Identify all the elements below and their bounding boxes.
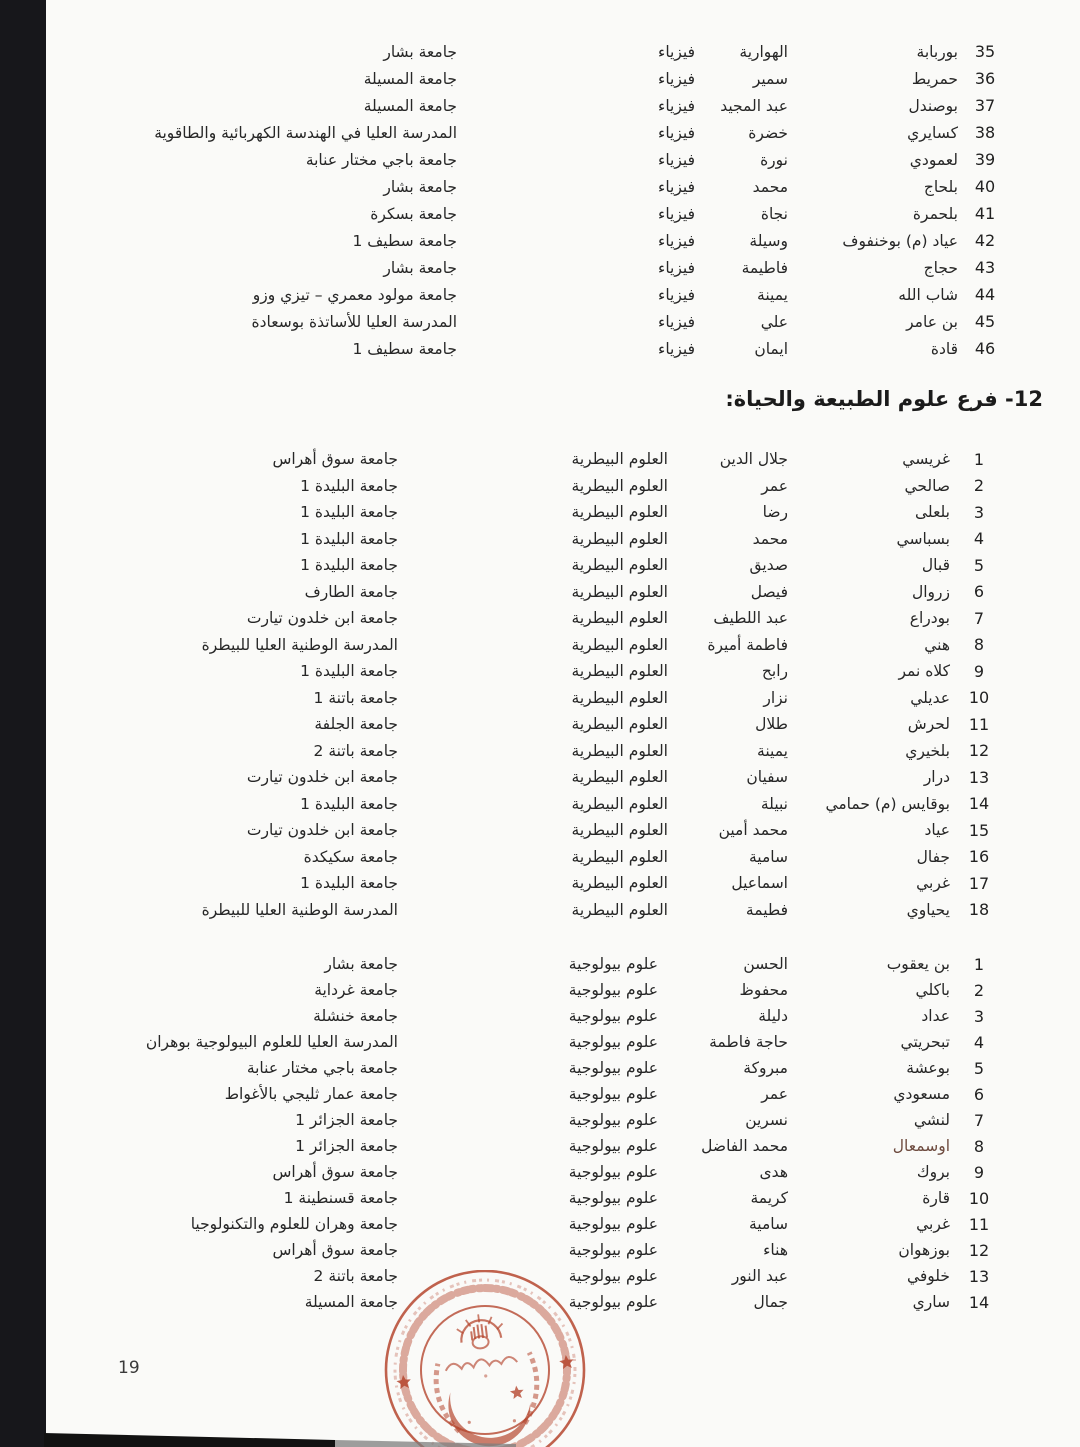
table-row — [0, 173, 1080, 200]
institution-cell: جامعة سطيف 1 — [352, 339, 457, 358]
table-row — [0, 711, 1080, 738]
specialty-cell: العلوم البيطرية — [571, 794, 668, 813]
row-number: 1 — [973, 449, 985, 469]
table-row — [0, 1237, 1080, 1263]
first-name-cell: سفيان — [746, 768, 788, 787]
table-row — [0, 446, 1080, 473]
surname-cell: باكلي — [915, 981, 950, 999]
institution-cell: جامعة باجي مختار عنابة — [246, 1059, 398, 1077]
row-number: 12 — [968, 1240, 990, 1260]
specialty-cell: فيزياء — [658, 42, 695, 61]
surname-cell: بوربابة — [916, 42, 958, 61]
row-number: 4 — [973, 1032, 985, 1052]
institution-cell: جامعة البليدة 1 — [300, 529, 398, 548]
institution-cell: جامعة المسيلة — [363, 69, 457, 88]
surname-cell: بلعلى — [915, 503, 950, 522]
specialty-cell: فيزياء — [658, 204, 695, 223]
specialty-cell: علوم بيولوجية — [568, 1033, 658, 1051]
first-name-cell: عبد المجيد — [720, 96, 788, 115]
institution-cell: المدرسة العليا في الهندسة الكهربائية والطاقوية — [154, 123, 457, 142]
table-row — [0, 977, 1080, 1003]
table-row — [0, 1003, 1080, 1029]
institution-cell: المدرسة الوطنية العليا للبيطرة — [201, 900, 398, 919]
specialty-cell: علوم بيولوجية — [568, 1059, 658, 1077]
specialty-cell: فيزياء — [658, 312, 695, 331]
table-row — [0, 605, 1080, 632]
specialty-cell: العلوم البيطرية — [571, 741, 668, 760]
institution-cell: المدرسة العليا للعلوم البيولوجية بوهران — [145, 1033, 398, 1051]
table-row — [0, 146, 1080, 173]
surname-cell: شاب الله — [898, 285, 958, 304]
surname-cell: لحرش — [907, 715, 950, 734]
specialty-cell: العلوم البيطرية — [571, 821, 668, 840]
first-name-cell: يمينة — [757, 285, 788, 304]
first-name-cell: عمر — [761, 476, 788, 495]
first-name-cell: فاطيمة — [741, 258, 788, 277]
specialty-cell: العلوم البيطرية — [571, 582, 668, 601]
first-name-cell: صديق — [749, 556, 788, 575]
first-name-cell: فطيمة — [745, 900, 788, 919]
first-name-cell: نزار — [763, 688, 788, 707]
row-number: 39 — [974, 150, 996, 169]
surname-cell: جفال — [916, 847, 950, 866]
first-name-cell: سمير — [752, 69, 788, 88]
specialty-cell: فيزياء — [658, 231, 695, 250]
row-number: 42 — [974, 231, 996, 250]
institution-cell: جامعة بشار — [383, 177, 457, 196]
specialty-cell: العلوم البيطرية — [571, 847, 668, 866]
institution-cell: جامعة باتنة 2 — [313, 741, 398, 760]
specialty-cell: العلوم البيطرية — [571, 609, 668, 628]
row-number: 13 — [968, 1266, 990, 1286]
institution-cell: جامعة المسيلة — [363, 96, 457, 115]
surname-cell: بلحمرة — [912, 204, 958, 223]
table-row — [0, 1107, 1080, 1133]
row-number: 13 — [968, 767, 990, 787]
table-row — [0, 632, 1080, 659]
surname-cell: عياد (م) بوخنفوف — [842, 231, 958, 250]
row-number: 18 — [968, 900, 990, 920]
row-number: 1 — [973, 954, 985, 974]
table-row — [0, 200, 1080, 227]
surname-cell: كلاه نمر — [898, 662, 950, 681]
row-number: 44 — [974, 285, 996, 304]
row-number: 46 — [974, 339, 996, 358]
page-number: 19 — [118, 1358, 140, 1378]
institution-cell: جامعة البليدة 1 — [300, 662, 398, 681]
row-number: 9 — [973, 1162, 985, 1182]
surname-cell: قارة — [922, 1189, 950, 1207]
specialty-cell: فيزياء — [658, 285, 695, 304]
institution-cell: جامعة البليدة 1 — [300, 874, 398, 893]
first-name-cell: نسرين — [745, 1111, 788, 1129]
row-number: 5 — [973, 555, 985, 575]
first-name-cell: جمال — [753, 1293, 788, 1311]
specialty-cell: العلوم البيطرية — [571, 503, 668, 522]
institution-cell: جامعة ابن خلدون تيارت — [246, 768, 398, 787]
specialty-cell: العلوم البيطرية — [571, 874, 668, 893]
first-name-cell: عمر — [761, 1085, 788, 1103]
specialty-cell: علوم بيولوجية — [568, 1137, 658, 1155]
first-name-cell: مبروكة — [743, 1059, 788, 1077]
institution-cell: جامعة خنشلة — [313, 1007, 398, 1025]
row-number: 3 — [973, 502, 985, 522]
surname-cell: زروال — [911, 582, 950, 601]
first-name-cell: محمد أمين — [718, 821, 788, 840]
first-name-cell: عبد اللطيف — [713, 609, 788, 628]
specialty-cell: علوم بيولوجية — [568, 1163, 658, 1181]
surname-cell: غريسي — [902, 450, 950, 469]
first-name-cell: محمد الفاضل — [701, 1137, 788, 1155]
institution-cell: جامعة البليدة 1 — [300, 503, 398, 522]
row-number: 37 — [974, 96, 996, 115]
institution-cell: جامعة الطارف — [304, 582, 398, 601]
institution-cell: جامعة سوق أهراس — [272, 1163, 398, 1181]
row-number: 8 — [973, 635, 985, 655]
surname-cell: صالحي — [904, 476, 950, 495]
table-row — [0, 658, 1080, 685]
first-name-cell: وسيلة — [749, 231, 788, 250]
first-name-cell: علي — [760, 312, 788, 331]
first-name-cell: محمد — [752, 177, 788, 196]
specialty-cell: العلوم البيطرية — [571, 450, 668, 469]
specialty-cell: العلوم البيطرية — [571, 768, 668, 787]
first-name-cell: نبيلة — [760, 794, 788, 813]
institution-cell: جامعة سطيف 1 — [352, 231, 457, 250]
surname-cell: قبال — [921, 556, 950, 575]
surname-cell: تبحريتي — [900, 1033, 950, 1051]
institution-cell: المدرسة العليا للأساتذة بوسعادة — [251, 312, 457, 331]
institution-cell: جامعة بسكرة — [370, 204, 457, 223]
row-number: 3 — [973, 1006, 985, 1026]
table-row — [0, 951, 1080, 977]
official-red-stamp-icon — [368, 1270, 602, 1447]
row-number: 12 — [968, 741, 990, 761]
surname-cell: يحياوي — [906, 900, 950, 919]
institution-cell: جامعة الجلفة — [314, 715, 398, 734]
table-row — [0, 335, 1080, 362]
institution-cell: جامعة قسنطينة 1 — [283, 1189, 398, 1207]
surname-cell: خلوفي — [906, 1267, 950, 1285]
table-row — [0, 254, 1080, 281]
institution-cell: جامعة بشار — [383, 258, 457, 277]
institution-cell: جامعة البليدة 1 — [300, 794, 398, 813]
surname-cell: ساري — [912, 1293, 950, 1311]
institution-cell: جامعة بشار — [383, 42, 457, 61]
biology-list — [0, 951, 1080, 1315]
specialty-cell: علوم بيولوجية — [568, 1007, 658, 1025]
table-row — [0, 281, 1080, 308]
first-name-cell: نجاة — [760, 204, 788, 223]
institution-cell: جامعة بشار — [324, 955, 398, 973]
table-row — [0, 1029, 1080, 1055]
surname-cell: غربي — [916, 874, 950, 893]
institution-cell: جامعة باجي مختار عنابة — [305, 150, 457, 169]
surname-cell: بن عامر — [906, 312, 958, 331]
surname-cell: مسعودي — [893, 1085, 950, 1103]
table-row — [0, 499, 1080, 526]
row-number: 10 — [968, 1188, 990, 1208]
veterinary-list — [0, 446, 1080, 923]
surname-cell: بودراع — [909, 609, 950, 628]
table-row — [0, 579, 1080, 606]
row-number: 36 — [974, 69, 996, 88]
surname-cell: بلحاج — [923, 177, 958, 196]
specialty-cell: العلوم البيطرية — [571, 635, 668, 654]
table-row — [0, 817, 1080, 844]
surname-cell: بروك — [916, 1163, 950, 1181]
surname-cell: بن يعقوب — [886, 955, 950, 973]
row-number: 6 — [973, 582, 985, 602]
institution-cell: جامعة سوق أهراس — [272, 1241, 398, 1259]
table-row — [0, 1133, 1080, 1159]
row-number: 14 — [968, 1292, 990, 1312]
first-name-cell: جلال الدين — [719, 450, 788, 469]
first-name-cell: رضا — [762, 503, 788, 522]
specialty-cell: علوم بيولوجية — [568, 1215, 658, 1233]
surname-cell: كسايري — [907, 123, 958, 142]
star-icon — [509, 1385, 524, 1399]
row-number: 41 — [974, 204, 996, 223]
surname-cell: بلخيري — [905, 741, 950, 760]
specialty-cell: فيزياء — [658, 339, 695, 358]
specialty-cell: علوم بيولوجية — [568, 1293, 658, 1311]
physics-list — [0, 38, 1080, 362]
specialty-cell: العلوم البيطرية — [571, 476, 668, 495]
table-row — [0, 791, 1080, 818]
row-number: 4 — [973, 529, 985, 549]
institution-cell: جامعة الجزائر 1 — [295, 1137, 398, 1155]
specialty-cell: فيزياء — [658, 69, 695, 88]
institution-cell: جامعة غرداية — [314, 981, 398, 999]
first-name-cell: دليلة — [758, 1007, 788, 1025]
table-row — [0, 1055, 1080, 1081]
surname-cell: هني — [924, 635, 950, 654]
table-row — [0, 1211, 1080, 1237]
specialty-cell: فيزياء — [658, 258, 695, 277]
row-number: 11 — [968, 714, 990, 734]
row-number: 38 — [974, 123, 996, 142]
row-number: 17 — [968, 873, 990, 893]
table-row — [0, 227, 1080, 254]
institution-cell: جامعة البليدة 1 — [300, 476, 398, 495]
first-name-cell: محفوظ — [739, 981, 788, 999]
surname-cell: بوقايس (م) حمامي — [825, 794, 950, 813]
institution-cell: جامعة الجزائر 1 — [295, 1111, 398, 1129]
specialty-cell: العلوم البيطرية — [571, 556, 668, 575]
institution-cell: جامعة سوق أهراس — [272, 450, 398, 469]
row-number: 11 — [968, 1214, 990, 1234]
surname-cell: لنشي — [913, 1111, 950, 1129]
table-row — [0, 1185, 1080, 1211]
surname-cell: بوصندل — [908, 96, 958, 115]
row-number: 40 — [974, 177, 996, 196]
specialty-cell: العلوم البيطرية — [571, 715, 668, 734]
surname-cell: حجاج — [923, 258, 958, 277]
row-number: 2 — [973, 980, 985, 1000]
first-name-cell: ايمان — [754, 339, 788, 358]
first-name-cell: الحسن — [743, 955, 788, 973]
table-row — [0, 1081, 1080, 1107]
row-number: 6 — [973, 1084, 985, 1104]
surname-cell: غربي — [916, 1215, 950, 1233]
table-row — [0, 92, 1080, 119]
first-name-cell: فاطمة أميرة — [707, 635, 788, 654]
row-number: 7 — [973, 1110, 985, 1130]
table-row — [0, 1159, 1080, 1185]
first-name-cell: سامية — [749, 847, 788, 866]
specialty-cell: علوم بيولوجية — [568, 1085, 658, 1103]
first-name-cell: حاجة فاطمة — [709, 1033, 788, 1051]
first-name-cell: الهوارية — [739, 42, 788, 61]
row-number: 7 — [973, 608, 985, 628]
row-number: 35 — [974, 42, 996, 61]
first-name-cell: فيصل — [750, 582, 788, 601]
table-row — [0, 308, 1080, 335]
row-number: 15 — [968, 820, 990, 840]
table-row — [0, 764, 1080, 791]
table-row — [0, 38, 1080, 65]
table-row — [0, 870, 1080, 897]
table-row — [0, 844, 1080, 871]
institution-cell: جامعة سكيكدة — [303, 847, 398, 866]
institution-cell: جامعة باتنة 1 — [313, 688, 398, 707]
scan-edge-bottom — [0, 1428, 560, 1447]
first-name-cell: اسماعيل — [731, 874, 788, 893]
row-number: 9 — [973, 661, 985, 681]
surname-cell: حمريط — [911, 69, 958, 88]
row-number: 16 — [968, 847, 990, 867]
institution-cell: جامعة وهران للعلوم والتكنولوجيا — [190, 1215, 398, 1233]
row-number: 10 — [968, 688, 990, 708]
table-row — [0, 738, 1080, 765]
surname-cell: درار — [923, 768, 950, 787]
specialty-cell: العلوم البيطرية — [571, 529, 668, 548]
specialty-cell: علوم بيولوجية — [568, 1241, 658, 1259]
surname-cell: عديلي — [910, 688, 950, 707]
specialty-cell: فيزياء — [658, 150, 695, 169]
institution-cell: جامعة باتنة 2 — [313, 1267, 398, 1285]
first-name-cell: كريمة — [750, 1189, 788, 1207]
row-number: 14 — [968, 794, 990, 814]
first-name-cell: يمينة — [757, 741, 788, 760]
table-row — [0, 685, 1080, 712]
row-number: 8 — [973, 1136, 985, 1156]
institution-cell: جامعة ابن خلدون تيارت — [246, 609, 398, 628]
surname-cell: اوسمعال — [892, 1137, 950, 1155]
specialty-cell: علوم بيولوجية — [568, 981, 658, 999]
surname-cell: لعمودي — [909, 150, 958, 169]
table-row — [0, 119, 1080, 146]
surname-cell: بوعشة — [906, 1059, 950, 1077]
institution-cell: جامعة المسيلة — [304, 1293, 398, 1311]
institution-cell: جامعة عمار ثليجي بالأغواط — [224, 1085, 398, 1103]
specialty-cell: فيزياء — [658, 177, 695, 196]
institution-cell: جامعة مولود معمري – تيزي وزو — [252, 285, 457, 304]
section-heading: 12- فرع علوم الطبيعة والحياة: — [725, 387, 1043, 411]
first-name-cell: محمد — [752, 529, 788, 548]
surname-cell: عداد — [921, 1007, 950, 1025]
row-number: 5 — [973, 1058, 985, 1078]
first-name-cell: هناء — [763, 1241, 788, 1259]
table-row — [0, 897, 1080, 924]
first-name-cell: خضرة — [748, 123, 788, 142]
first-name-cell: طلال — [755, 715, 788, 734]
specialty-cell: علوم بيولوجية — [568, 1189, 658, 1207]
institution-cell: جامعة ابن خلدون تيارت — [246, 821, 398, 840]
specialty-cell: علوم بيولوجية — [568, 1267, 658, 1285]
specialty-cell: العلوم البيطرية — [571, 900, 668, 919]
first-name-cell: سامية — [749, 1215, 788, 1233]
first-name-cell: هدى — [759, 1163, 788, 1181]
surname-cell: بوزهوان — [898, 1241, 950, 1259]
row-number: 43 — [974, 258, 996, 277]
surname-cell: بسباسي — [896, 529, 950, 548]
surname-cell: قادة — [930, 339, 958, 358]
institution-cell: المدرسة الوطنية العليا للبيطرة — [201, 635, 398, 654]
surname-cell: عياد — [924, 821, 950, 840]
table-row — [0, 473, 1080, 500]
specialty-cell: العلوم البيطرية — [571, 662, 668, 681]
first-name-cell: رابح — [761, 662, 788, 681]
specialty-cell: علوم بيولوجية — [568, 955, 658, 973]
table-row — [0, 65, 1080, 92]
table-row — [0, 526, 1080, 553]
row-number: 45 — [974, 312, 996, 331]
first-name-cell: نورة — [760, 150, 788, 169]
specialty-cell: العلوم البيطرية — [571, 688, 668, 707]
specialty-cell: فيزياء — [658, 123, 695, 142]
row-number: 2 — [973, 476, 985, 496]
first-name-cell: عبد النور — [731, 1267, 788, 1285]
specialty-cell: علوم بيولوجية — [568, 1111, 658, 1129]
institution-cell: جامعة البليدة 1 — [300, 556, 398, 575]
specialty-cell: فيزياء — [658, 96, 695, 115]
table-row — [0, 552, 1080, 579]
